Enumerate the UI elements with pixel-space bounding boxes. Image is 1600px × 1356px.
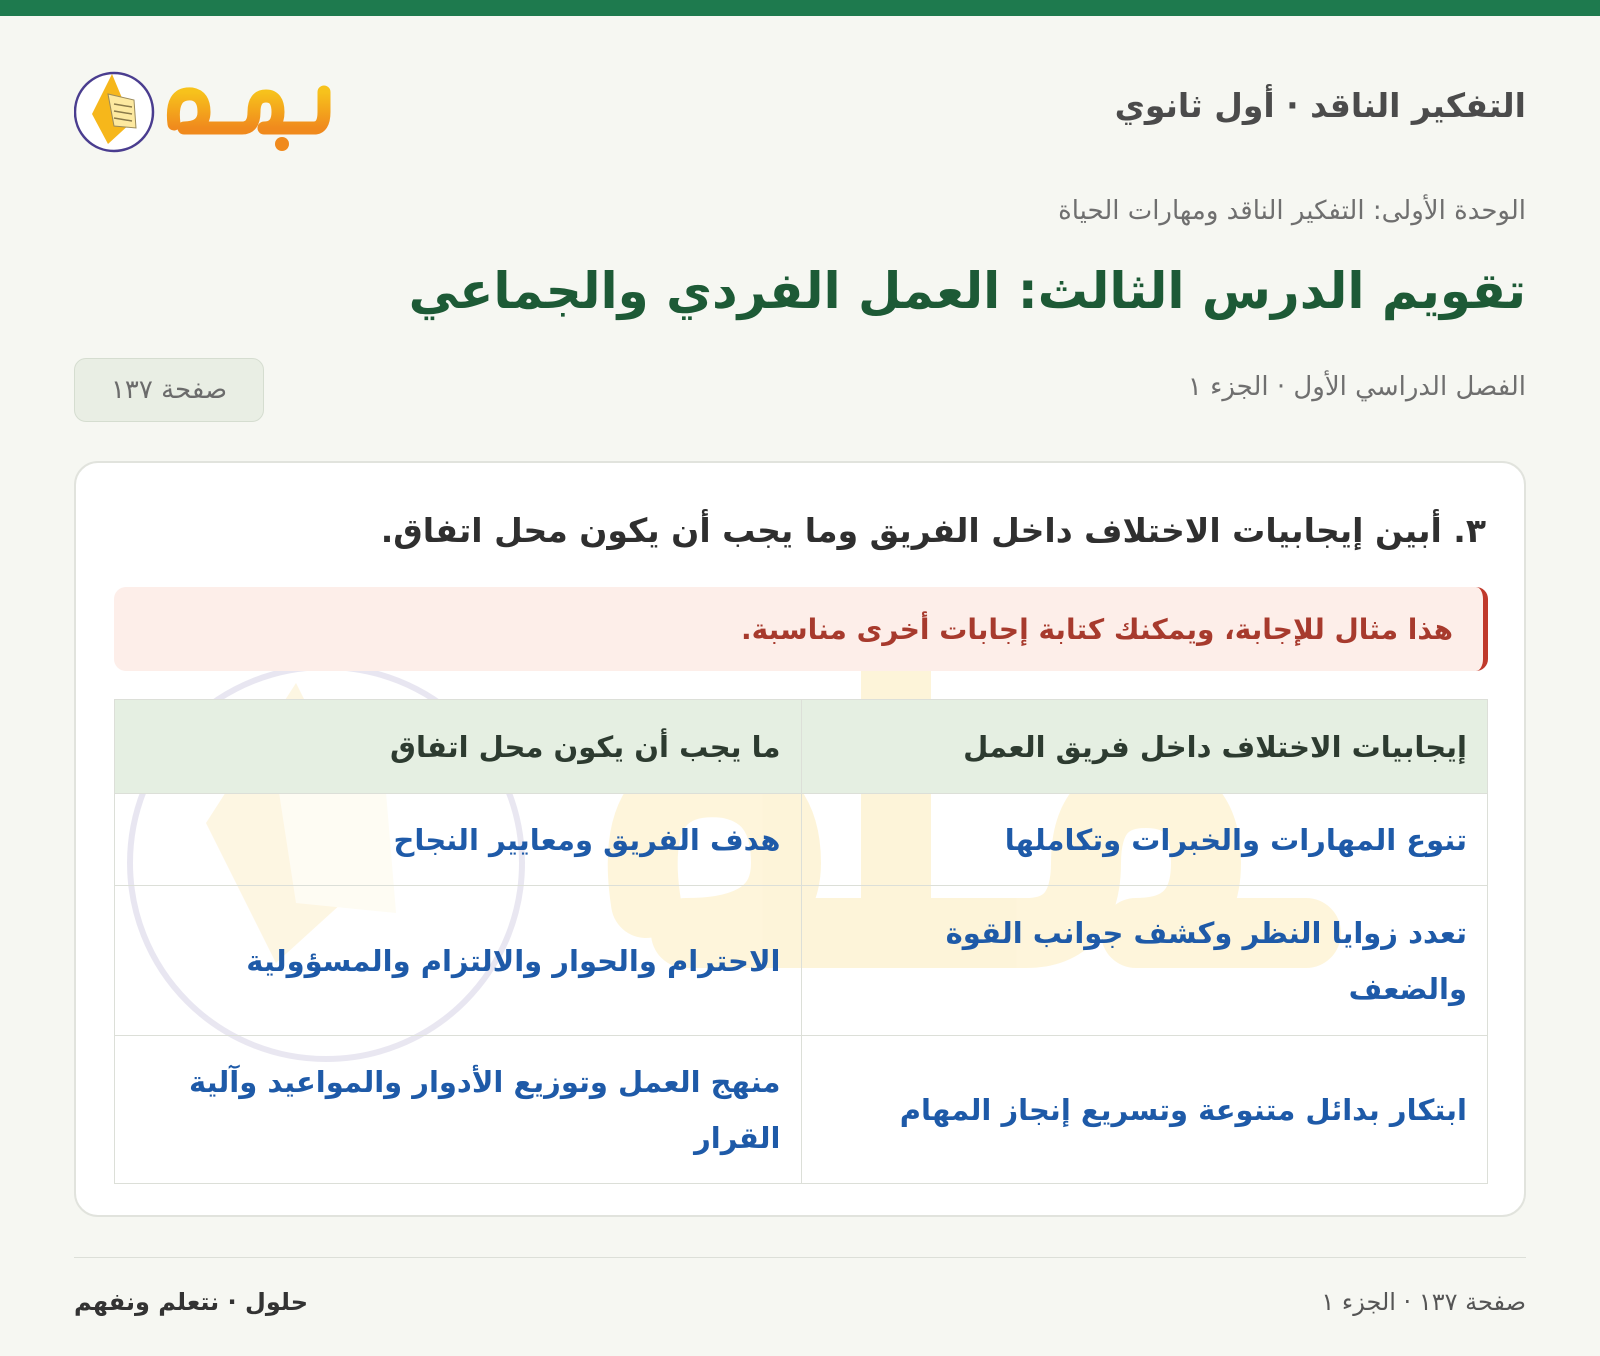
footer-divider <box>74 1257 1526 1258</box>
table-row <box>115 794 1488 886</box>
header-positives: إيجابيات الاختلاف داخل فريق العمل <box>801 700 1488 794</box>
answers-table <box>114 699 1488 1184</box>
answer-note <box>114 587 1488 671</box>
footer-brand: حلول · نتعلم ونفهم <box>74 1288 308 1316</box>
question-card <box>74 461 1526 1217</box>
subject-title: التفكير الناقد · أول ثانوي <box>1114 86 1526 125</box>
table-cell: الاحترام والحوار والالتزام والمسؤولية <box>115 886 802 1036</box>
table-header-row <box>115 700 1488 794</box>
footer-page-info: صفحة ١٣٧ · الجزء ١ <box>1321 1288 1526 1316</box>
page-badge: صفحة ١٣٧ <box>74 358 264 422</box>
term-info: الفصل الدراسي الأول · الجزء ١ <box>1187 372 1526 402</box>
lesson-title: تقويم الدرس الثالث: العمل الفردي والجماعي <box>408 262 1526 320</box>
answer-note-text: هذا مثال للإجابة، ويمكنك كتابة إجابات أخرى مناسبة. <box>741 612 1453 646</box>
table-row <box>115 1036 1488 1184</box>
site-logo[interactable] <box>74 52 344 162</box>
top-accent-bar <box>0 0 1600 16</box>
question-text: ٣. أبين إيجابيات الاختلاف داخل الفريق وما يجب أن يكون محل اتفاق. <box>380 511 1486 550</box>
table-cell: تنوع المهارات والخبرات وتكاملها <box>801 794 1488 886</box>
table-cell: تعدد زوايا النظر وكشف جوانب القوة والضعف <box>801 886 1488 1036</box>
page-header <box>74 52 1526 162</box>
book-icon <box>74 52 344 162</box>
unit-title: الوحدة الأولى: التفكير الناقد ومهارات الحياة <box>1058 196 1526 226</box>
table-row <box>115 886 1488 1036</box>
header-agreement: ما يجب أن يكون محل اتفاق <box>115 700 802 794</box>
table-cell: ابتكار بدائل متنوعة وتسريع إنجاز المهام <box>801 1036 1488 1184</box>
table-cell: منهج العمل وتوزيع الأدوار والمواعيد وآلية القرار <box>115 1036 802 1184</box>
table-cell: هدف الفريق ومعايير النجاح <box>115 794 802 886</box>
